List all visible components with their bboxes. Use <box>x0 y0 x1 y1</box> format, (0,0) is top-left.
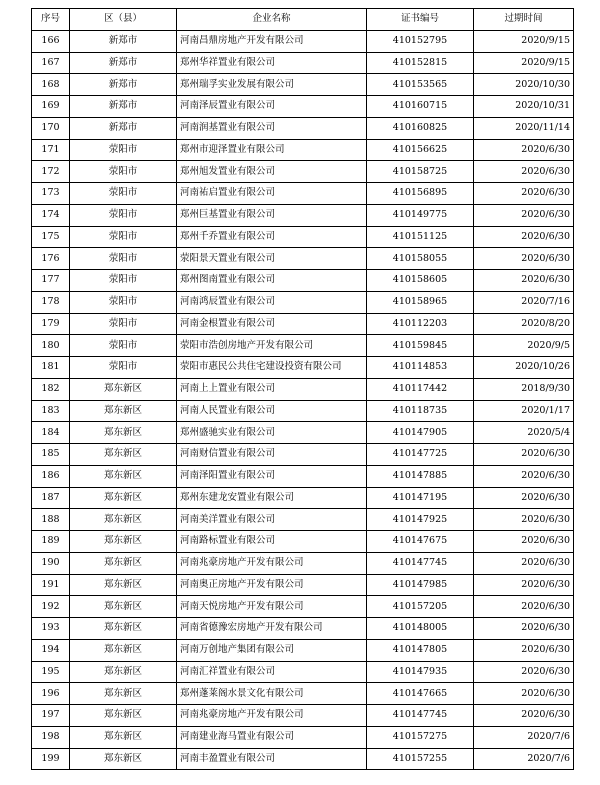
cell-cert: 410158965 <box>367 291 474 313</box>
cell-cert: 410147985 <box>367 574 474 596</box>
cell-district: 新郑市 <box>70 30 177 52</box>
cell-company: 河南汇祥置业有限公司 <box>177 661 367 683</box>
cell-no: 188 <box>32 509 70 531</box>
table-row <box>32 117 574 139</box>
cell-company: 荥阳市浩创房地产开发有限公司 <box>177 335 367 357</box>
cell-expiry: 2020/7/16 <box>474 291 574 313</box>
table-row <box>32 661 574 683</box>
cell-district: 郑东新区 <box>70 444 177 466</box>
table-row <box>32 639 574 661</box>
cell-district: 郑东新区 <box>70 487 177 509</box>
cell-company: 河南金根置业有限公司 <box>177 313 367 335</box>
cell-company: 河南昌鼎房地产开发有限公司 <box>177 30 367 52</box>
cell-district: 新郑市 <box>70 96 177 118</box>
cell-expiry: 2020/6/30 <box>474 139 574 161</box>
cell-cert: 410148005 <box>367 618 474 640</box>
cell-company: 河南财信置业有限公司 <box>177 444 367 466</box>
cell-cert: 410147745 <box>367 705 474 727</box>
cell-district: 荥阳市 <box>70 204 177 226</box>
header-district: 区（县） <box>70 9 177 31</box>
cell-district: 荥阳市 <box>70 357 177 379</box>
cell-company: 河南路标置业有限公司 <box>177 531 367 553</box>
cell-company: 郑州盛驰实业有限公司 <box>177 422 367 444</box>
cell-no: 186 <box>32 465 70 487</box>
table-row <box>32 335 574 357</box>
cell-district: 郑东新区 <box>70 661 177 683</box>
cell-no: 174 <box>32 204 70 226</box>
cell-company: 河南润基置业有限公司 <box>177 117 367 139</box>
cell-no: 179 <box>32 313 70 335</box>
cell-cert: 410151125 <box>367 226 474 248</box>
cell-company: 河南兆豪房地产开发有限公司 <box>177 705 367 727</box>
cell-cert: 410147745 <box>367 552 474 574</box>
cell-expiry: 2020/6/30 <box>474 204 574 226</box>
cell-cert: 410147925 <box>367 509 474 531</box>
cell-cert: 410147665 <box>367 683 474 705</box>
cell-expiry: 2020/6/30 <box>474 226 574 248</box>
cell-district: 郑东新区 <box>70 422 177 444</box>
table-row <box>32 52 574 74</box>
cell-no: 182 <box>32 378 70 400</box>
table-row <box>32 422 574 444</box>
cell-expiry: 2020/6/30 <box>474 552 574 574</box>
table-row <box>32 204 574 226</box>
cell-district: 荥阳市 <box>70 248 177 270</box>
cell-cert: 410147195 <box>367 487 474 509</box>
cell-no: 167 <box>32 52 70 74</box>
cell-no: 191 <box>32 574 70 596</box>
cell-company: 河南天悦房地产开发有限公司 <box>177 596 367 618</box>
cell-cert: 410147935 <box>367 661 474 683</box>
cell-expiry: 2020/6/30 <box>474 531 574 553</box>
cell-expiry: 2020/9/5 <box>474 335 574 357</box>
cell-company: 河南鸿辰置业有限公司 <box>177 291 367 313</box>
cell-cert: 410159845 <box>367 335 474 357</box>
cell-cert: 410157275 <box>367 726 474 748</box>
cell-company: 荥阳市惠民公共住宅建设投资有限公司 <box>177 357 367 379</box>
cell-district: 郑东新区 <box>70 618 177 640</box>
table-row <box>32 683 574 705</box>
cell-expiry: 2020/11/14 <box>474 117 574 139</box>
cell-expiry: 2020/6/30 <box>474 574 574 596</box>
cell-district: 新郑市 <box>70 52 177 74</box>
cell-district: 郑东新区 <box>70 378 177 400</box>
cell-company: 郑州图南置业有限公司 <box>177 270 367 292</box>
cell-district: 郑东新区 <box>70 400 177 422</box>
cell-district: 郑东新区 <box>70 726 177 748</box>
cell-cert: 410147805 <box>367 639 474 661</box>
cell-district: 荥阳市 <box>70 183 177 205</box>
cell-cert: 410114853 <box>367 357 474 379</box>
cell-district: 荥阳市 <box>70 226 177 248</box>
cell-expiry: 2020/6/30 <box>474 683 574 705</box>
cell-district: 新郑市 <box>70 117 177 139</box>
cell-cert: 410117442 <box>367 378 474 400</box>
cell-company: 河南建业海马置业有限公司 <box>177 726 367 748</box>
cell-no: 196 <box>32 683 70 705</box>
cell-expiry: 2020/7/6 <box>474 748 574 770</box>
cell-no: 185 <box>32 444 70 466</box>
cell-no: 183 <box>32 400 70 422</box>
table-row <box>32 552 574 574</box>
cell-company: 河南泽辰置业有限公司 <box>177 96 367 118</box>
cell-expiry: 2020/6/30 <box>474 705 574 727</box>
header-expiry: 过期时间 <box>474 9 574 31</box>
cell-no: 176 <box>32 248 70 270</box>
cell-company: 河南上上置业有限公司 <box>177 378 367 400</box>
table-row <box>32 618 574 640</box>
cell-district: 郑东新区 <box>70 552 177 574</box>
cell-no: 193 <box>32 618 70 640</box>
table-row <box>32 248 574 270</box>
table-row <box>32 748 574 770</box>
cell-cert: 410160715 <box>367 96 474 118</box>
header-company: 企业名称 <box>177 9 367 31</box>
cell-cert: 410158605 <box>367 270 474 292</box>
cell-district: 荥阳市 <box>70 291 177 313</box>
cell-cert: 410156895 <box>367 183 474 205</box>
cell-company: 河南省德豫宏房地产开发有限公司 <box>177 618 367 640</box>
cell-district: 郑东新区 <box>70 705 177 727</box>
table-row <box>32 161 574 183</box>
cell-no: 195 <box>32 661 70 683</box>
cell-company: 河南丰盈置业有限公司 <box>177 748 367 770</box>
cell-district: 荥阳市 <box>70 139 177 161</box>
cell-company: 河南泽阳置业有限公司 <box>177 465 367 487</box>
cell-no: 178 <box>32 291 70 313</box>
table-row <box>32 291 574 313</box>
cell-expiry: 2020/10/30 <box>474 74 574 96</box>
cell-no: 166 <box>32 30 70 52</box>
cell-no: 194 <box>32 639 70 661</box>
table-row <box>32 226 574 248</box>
cell-cert: 410118735 <box>367 400 474 422</box>
cell-expiry: 2020/6/30 <box>474 161 574 183</box>
table-row <box>32 400 574 422</box>
cell-district: 荥阳市 <box>70 335 177 357</box>
cell-cert: 410158055 <box>367 248 474 270</box>
table-row <box>32 139 574 161</box>
table-row <box>32 270 574 292</box>
cell-cert: 410147885 <box>367 465 474 487</box>
table-row <box>32 378 574 400</box>
cell-no: 171 <box>32 139 70 161</box>
cell-district: 郑东新区 <box>70 683 177 705</box>
cell-cert: 410152795 <box>367 30 474 52</box>
cell-district: 郑东新区 <box>70 531 177 553</box>
header-cert: 证书编号 <box>367 9 474 31</box>
table-row <box>32 444 574 466</box>
cell-no: 168 <box>32 74 70 96</box>
cell-district: 荥阳市 <box>70 161 177 183</box>
cell-district: 荥阳市 <box>70 270 177 292</box>
cell-company: 郑州旭发置业有限公司 <box>177 161 367 183</box>
table-body <box>32 30 574 770</box>
cell-expiry: 2020/9/15 <box>474 30 574 52</box>
cell-company: 郑州蓬莱阁水景文化有限公司 <box>177 683 367 705</box>
cell-cert: 410147905 <box>367 422 474 444</box>
cell-company: 河南奥正房地产开发有限公司 <box>177 574 367 596</box>
cell-expiry: 2020/6/30 <box>474 596 574 618</box>
cell-cert: 410153565 <box>367 74 474 96</box>
table-row <box>32 465 574 487</box>
cell-cert: 410149775 <box>367 204 474 226</box>
cell-no: 181 <box>32 357 70 379</box>
cell-company: 郑州瑞孚实业发展有限公司 <box>177 74 367 96</box>
cell-no: 190 <box>32 552 70 574</box>
cell-no: 172 <box>32 161 70 183</box>
cell-expiry: 2020/6/30 <box>474 487 574 509</box>
cell-expiry: 2020/6/30 <box>474 465 574 487</box>
cell-cert: 410156625 <box>367 139 474 161</box>
cell-no: 198 <box>32 726 70 748</box>
cell-expiry: 2020/7/6 <box>474 726 574 748</box>
cell-expiry: 2020/1/17 <box>474 400 574 422</box>
table-row <box>32 313 574 335</box>
cell-district: 新郑市 <box>70 74 177 96</box>
cell-expiry: 2018/9/30 <box>474 378 574 400</box>
table-row <box>32 705 574 727</box>
cell-cert: 410160825 <box>367 117 474 139</box>
cell-company: 郑州华祥置业有限公司 <box>177 52 367 74</box>
table-row <box>32 509 574 531</box>
table-header-row <box>32 9 574 31</box>
table-row <box>32 183 574 205</box>
cell-expiry: 2020/5/4 <box>474 422 574 444</box>
cell-cert: 410152815 <box>367 52 474 74</box>
cell-expiry: 2020/6/30 <box>474 618 574 640</box>
cell-no: 189 <box>32 531 70 553</box>
cell-expiry: 2020/6/30 <box>474 661 574 683</box>
cell-district: 荥阳市 <box>70 313 177 335</box>
header-no: 序号 <box>32 9 70 31</box>
table-row <box>32 30 574 52</box>
table-row <box>32 574 574 596</box>
cell-company: 郑州巨基置业有限公司 <box>177 204 367 226</box>
cell-expiry: 2020/10/31 <box>474 96 574 118</box>
cell-cert: 410147725 <box>367 444 474 466</box>
cell-district: 郑东新区 <box>70 509 177 531</box>
cell-company: 郑州千乔置业有限公司 <box>177 226 367 248</box>
cell-no: 180 <box>32 335 70 357</box>
cell-company: 河南人民置业有限公司 <box>177 400 367 422</box>
cell-company: 郑州市迎泽置业有限公司 <box>177 139 367 161</box>
cell-cert: 410147675 <box>367 531 474 553</box>
cell-cert: 410158725 <box>367 161 474 183</box>
table-row <box>32 74 574 96</box>
cell-no: 199 <box>32 748 70 770</box>
cell-district: 郑东新区 <box>70 748 177 770</box>
cell-district: 郑东新区 <box>70 574 177 596</box>
cell-cert: 410157255 <box>367 748 474 770</box>
cell-expiry: 2020/8/20 <box>474 313 574 335</box>
cell-district: 郑东新区 <box>70 596 177 618</box>
table-row <box>32 96 574 118</box>
cell-district: 郑东新区 <box>70 465 177 487</box>
cell-no: 169 <box>32 96 70 118</box>
cell-no: 177 <box>32 270 70 292</box>
cell-expiry: 2020/6/30 <box>474 444 574 466</box>
cell-expiry: 2020/6/30 <box>474 639 574 661</box>
cell-cert: 410112203 <box>367 313 474 335</box>
cell-expiry: 2020/6/30 <box>474 183 574 205</box>
table-row <box>32 531 574 553</box>
cell-expiry: 2020/6/30 <box>474 270 574 292</box>
cell-company: 河南祐启置业有限公司 <box>177 183 367 205</box>
cell-expiry: 2020/9/15 <box>474 52 574 74</box>
certificate-table <box>31 8 574 770</box>
cell-company: 河南美洋置业有限公司 <box>177 509 367 531</box>
cell-no: 184 <box>32 422 70 444</box>
cell-no: 170 <box>32 117 70 139</box>
cell-no: 187 <box>32 487 70 509</box>
cell-no: 197 <box>32 705 70 727</box>
cell-expiry: 2020/6/30 <box>474 509 574 531</box>
cell-company: 郑州东建龙安置业有限公司 <box>177 487 367 509</box>
cell-district: 郑东新区 <box>70 639 177 661</box>
cell-no: 175 <box>32 226 70 248</box>
cell-company: 河南兆豪房地产开发有限公司 <box>177 552 367 574</box>
cell-expiry: 2020/6/30 <box>474 248 574 270</box>
cell-no: 192 <box>32 596 70 618</box>
cell-cert: 410157205 <box>367 596 474 618</box>
cell-no: 173 <box>32 183 70 205</box>
table-row <box>32 487 574 509</box>
cell-expiry: 2020/10/26 <box>474 357 574 379</box>
table-row <box>32 726 574 748</box>
table-row <box>32 596 574 618</box>
cell-company: 河南万创地产集团有限公司 <box>177 639 367 661</box>
cell-company: 荥阳景天置业有限公司 <box>177 248 367 270</box>
table-row <box>32 357 574 379</box>
